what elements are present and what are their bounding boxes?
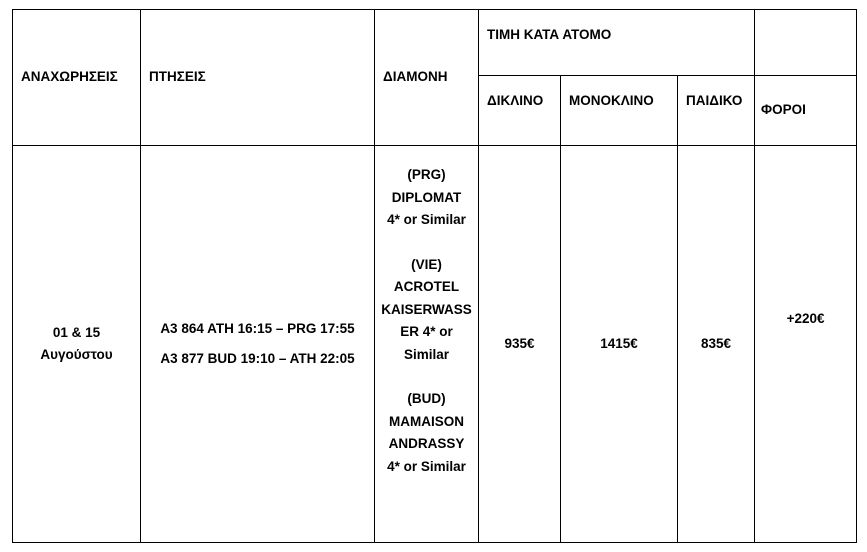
header-price-per-person: ΤΙΜΗ ΚΑΤΑ ΑΤΟΜΟ: [479, 10, 755, 76]
flight-return: A3 877 BUD 19:10 – ATH 22:05: [160, 351, 355, 366]
hotel-name-line: 4* or Similar: [387, 458, 466, 474]
accommodation-cell: [375, 146, 479, 543]
header-empty-cell: [755, 10, 857, 76]
taxes-cell: +220€: [755, 146, 857, 543]
header-accommodation: ΔΙΑΜΟΝΗ: [375, 10, 479, 146]
departure-dates-cell: [13, 146, 141, 543]
header-departures: ΑΝΑΧΩΡΗΣΕΙΣ: [13, 10, 141, 146]
single-price-cell: 1415€: [561, 146, 678, 543]
hotel-prague: [379, 164, 474, 232]
hotel-name-line: ER 4* or: [400, 324, 453, 339]
header-double: ΔΙΚΛΙΝΟ: [479, 76, 561, 146]
header-child: ΠΑΙΔΙΚΟ: [678, 76, 755, 146]
hotel-budapest: [379, 388, 474, 478]
flight-outbound: A3 864 ATH 16:15 – PRG 17:55: [160, 321, 355, 336]
hotel-name-line: DIPLOMAT: [391, 189, 462, 205]
hotel-name-line: Similar: [403, 346, 450, 362]
hotel-name-line: ACROTEL: [393, 279, 460, 294]
header-row-top: [13, 10, 857, 76]
hotel-city: (VIE): [411, 256, 442, 272]
double-price-cell: 935€: [479, 146, 561, 543]
hotel-name-line: KAISERWASS: [381, 301, 472, 317]
pricing-table: [12, 9, 857, 543]
departure-dates-line2: Αυγούστου: [40, 347, 113, 362]
header-single: ΜΟΝΟΚΛΙΝΟ: [561, 76, 678, 146]
header-taxes: ΦΟΡΟΙ: [755, 76, 857, 146]
hotel-vienna: [379, 254, 474, 367]
table-row: [13, 146, 857, 543]
departure-dates-line1: 01 & 15: [52, 325, 101, 340]
header-flights: ΠΤΗΣΕΙΣ: [141, 10, 375, 146]
hotel-name-line: ANDRASSY: [388, 436, 465, 451]
child-price-cell: 835€: [678, 146, 755, 543]
flights-cell: [141, 146, 375, 543]
hotel-name-line: MAMAISON: [389, 413, 464, 429]
hotel-city: (PRG): [407, 167, 446, 182]
hotel-name-line: 4* or Similar: [387, 212, 466, 227]
hotel-city: (BUD): [407, 391, 446, 406]
